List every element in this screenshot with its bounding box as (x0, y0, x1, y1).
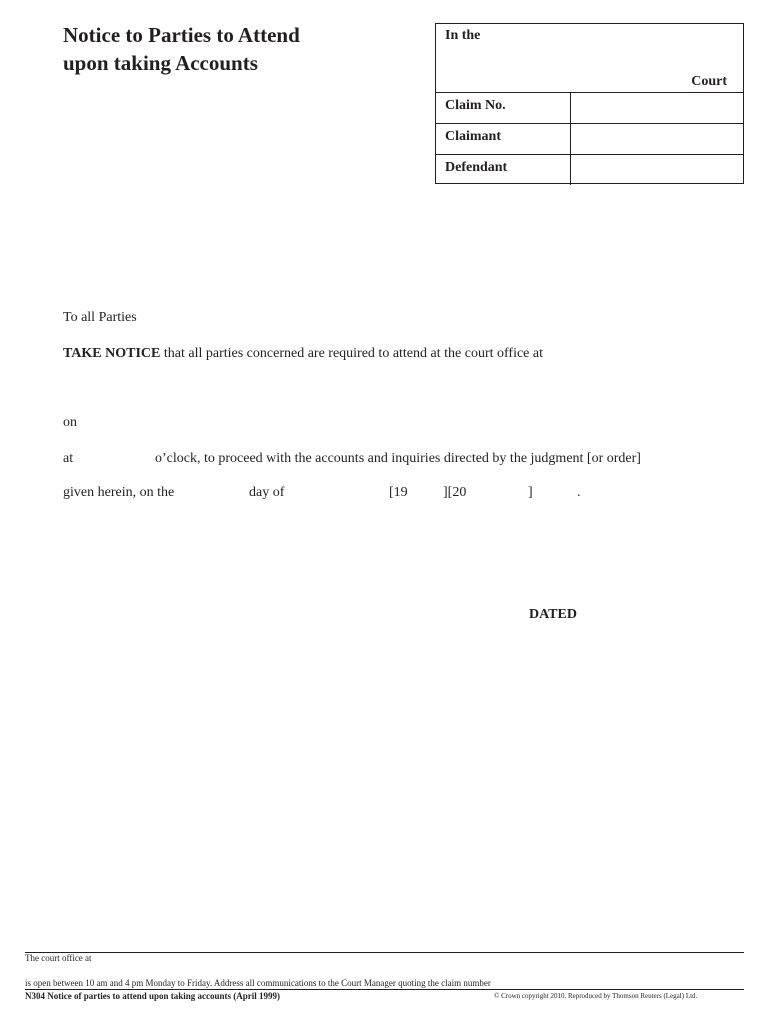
year-19-bracket: [19 (389, 485, 408, 500)
claim-number-row (436, 93, 743, 124)
claimant-label: Claimant (445, 129, 501, 144)
take-notice-heading: TAKE NOTICE (63, 346, 161, 361)
form-title-line-2: upon taking Accounts (63, 51, 258, 75)
court-name-field[interactable] (436, 24, 743, 93)
in-the-label: In the (445, 28, 481, 43)
dated-label: DATED (529, 607, 577, 622)
form-reference: N304 Notice of parties to attend upon taking accounts (April 1999) (25, 991, 280, 1001)
office-hours-text: is open between 10 am and 4 pm Monday to Friday. Address all communications to the Court Manager quoting the claim number (25, 978, 491, 988)
claimant-field[interactable] (570, 124, 743, 154)
day-of-label: day of (249, 485, 285, 500)
footer-bottom-rule (25, 989, 744, 990)
form-title (63, 21, 300, 77)
given-herein-label: given herein, on the (63, 485, 175, 500)
defendant-field[interactable] (570, 155, 743, 185)
form-title-line-1: Notice to Parties to Attend (63, 23, 300, 47)
claimant-row (436, 124, 743, 155)
oclock-text: o’clock, to proceed with the accounts and inquiries directed by the judgment [or order] (155, 451, 641, 466)
footer-top-rule (25, 952, 744, 953)
defendant-label: Defendant (445, 160, 508, 175)
copyright-notice: © Crown copyright 2010. Reproduced by Thomson Reuters (Legal) Ltd. (494, 992, 698, 1000)
year-20-bracket: ][20 (443, 485, 467, 500)
take-notice-line (63, 345, 543, 363)
on-label: on (63, 415, 77, 430)
claim-number-label: Claim No. (445, 98, 506, 113)
court-label: Court (691, 74, 727, 89)
sentence-period: . (577, 485, 581, 500)
defendant-row (436, 155, 743, 185)
take-notice-text: that all parties concerned are required to attend at the court office at (163, 346, 543, 361)
court-office-at-label: The court office at (25, 953, 92, 963)
year-close-bracket: ] (528, 485, 533, 500)
at-label: at (63, 451, 74, 466)
court-details-box (435, 23, 744, 184)
claim-number-field[interactable] (570, 93, 743, 123)
to-all-parties: To all Parties (63, 310, 137, 325)
